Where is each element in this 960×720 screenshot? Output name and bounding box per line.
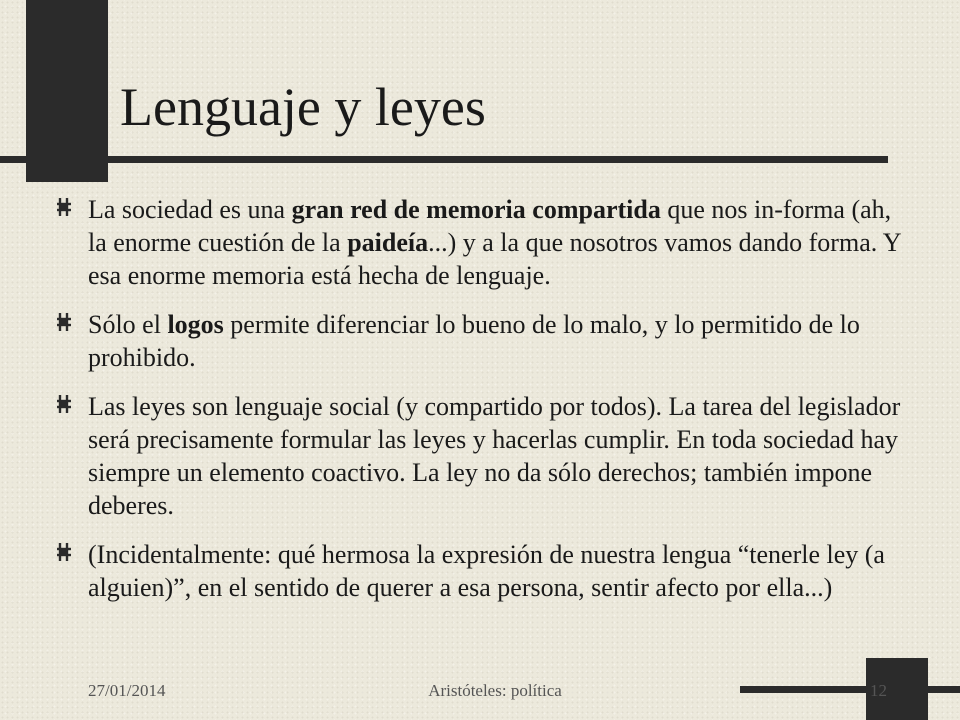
bullet-text-segment: que nos in-forma (ah, la enorme cuestión de la xyxy=(88,195,892,257)
slide-title: Lenguaje y leyes xyxy=(120,77,486,137)
bullet-text xyxy=(88,392,900,520)
bullet-emphasis: logos xyxy=(167,310,224,339)
bullet-text-segment: Las leyes son lenguaje social (y compartido por todos). La tarea del legislador será precisamente formular las leyes y hacerlas cumplir. En toda sociedad hay siempre un elemento coactivo. La ley no da sólo derechos; también impone deberes. xyxy=(88,392,901,520)
footer-rule-right xyxy=(928,686,960,693)
bullet-list xyxy=(56,193,916,604)
page-number: 12 xyxy=(870,681,887,700)
hash-square-bullet-icon xyxy=(56,394,72,414)
bullet-item xyxy=(56,538,916,604)
footer-date: 27/01/2014 xyxy=(88,681,166,700)
bullet-text-segment: La sociedad es una xyxy=(88,195,292,224)
hash-square-bullet-icon xyxy=(56,197,72,217)
bullet-item xyxy=(56,308,916,374)
bullet-item xyxy=(56,390,916,522)
footer-rule-left xyxy=(740,686,870,693)
hash-square-bullet-icon xyxy=(56,312,72,332)
bullet-text-segment: (Incidentalmente: qué hermosa la expresión de nuestra lengua “tenerle ley (a alguien)”, en el sentido de querer a esa persona, sentir afecto por ella...) xyxy=(88,540,885,602)
footer-title: Aristóteles: política xyxy=(428,681,562,700)
bullet-text xyxy=(88,540,885,602)
hash-square-bullet-icon xyxy=(56,542,72,562)
title-underline-rule xyxy=(0,156,888,163)
bullet-emphasis: paideía xyxy=(347,228,429,257)
bullet-emphasis: gran red de memoria compartida xyxy=(291,195,661,224)
bullet-text xyxy=(88,310,860,372)
bullet-item xyxy=(56,193,916,292)
bullet-text-segment: Sólo el xyxy=(88,310,168,339)
bullet-text xyxy=(88,195,901,290)
title-accent-bar xyxy=(26,0,108,182)
bullet-text-segment: ...) y a la que nosotros vamos dando forma. Y esa enorme memoria está hecha de lenguaje. xyxy=(88,228,901,290)
bullet-text-segment: permite diferenciar lo bueno de lo malo, y lo permitido de lo prohibido. xyxy=(88,310,860,372)
